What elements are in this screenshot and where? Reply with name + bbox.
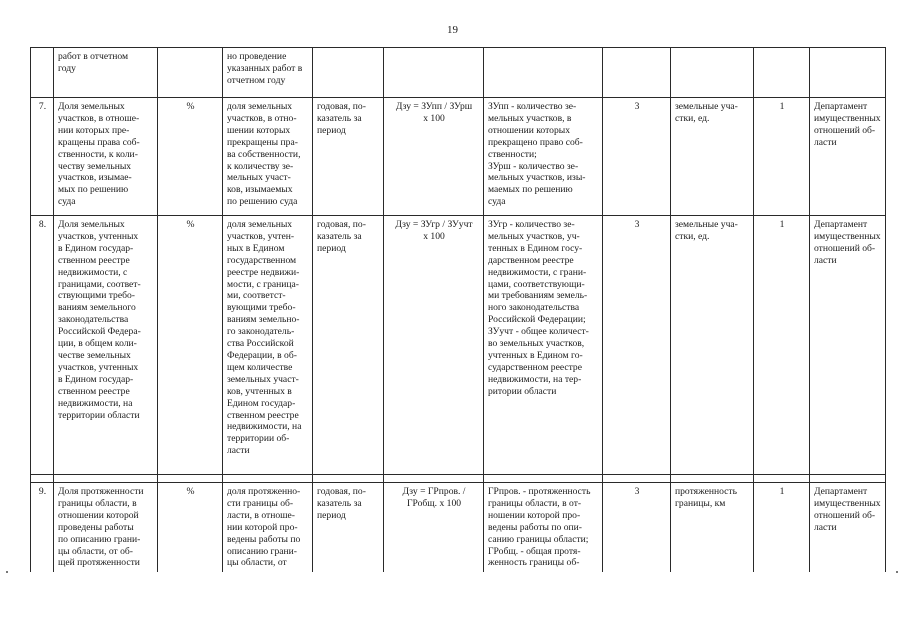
indicator-definition: доля протяженно- сти границы об- ласти, в отноше- нии которой про- ведены работы по описанию грани- цы области, от xyxy=(223,483,313,573)
cell-periodicity xyxy=(313,48,384,98)
continuation-row xyxy=(31,48,886,98)
cell-basic xyxy=(484,48,603,98)
cell-definition: но проведение указанных работ в отчетном году xyxy=(223,48,313,98)
periodicity: годовая, по- казатель за период xyxy=(313,483,384,573)
coverage: 1 xyxy=(754,98,810,216)
periodicity: годовая, по- казатель за период xyxy=(313,216,384,475)
table-row xyxy=(31,216,886,475)
scan-mark xyxy=(896,571,898,573)
indicator-definition: доля земельных участков, учтен- ных в Едином государственном реестре недвижи- мости, с граница- ми, соответст- вующими требо- ваниям земельно- го законодатель- ства Российской Федерации, в об- щем количестве земельных участ- ков, учтенных в Едином государ- ственном реестре недвижимости, на территории об- ласти xyxy=(223,216,313,475)
scan-mark xyxy=(6,571,8,573)
indicator-name: Доля земельных участков, учтенных в Едином государ- ственном реестре недвижимости, с границами, соответ- ствующими требо- ваниям земельного законодательства Российской Федера- ции, в общем коли- честве земельных участков, учтенных в Едином государ- ственном реестре недвижимости, на территории области xyxy=(54,216,158,475)
indicators-table xyxy=(30,47,886,572)
row-number: 7. xyxy=(31,98,54,216)
periodicity: годовая, по- казатель за период xyxy=(313,98,384,216)
indicator-name: Доля протяженности границы области, в отношении которой проведены работы по описанию грани- цы области, от об- щей протяженности xyxy=(54,483,158,573)
observation-object: протяженность границы, км xyxy=(671,483,754,573)
cell-formula xyxy=(384,48,484,98)
collection-method: 3 xyxy=(603,216,671,475)
basic-indicators: ГРпров. - протяженность границы области, в от- ношении которой про- ведены работы по опи- санию границы области; ГРобщ. - общая протя- женность границы об- xyxy=(484,483,603,573)
cell-unit xyxy=(158,48,223,98)
unit: % xyxy=(158,98,223,216)
basic-indicators: ЗУгр - количество зе- мельных участков, уч- тенных в Едином госу- дарственном реестре недвижимости, с грани- цами, соответствующи- ми требованиям земель- ного законодательства Российской Федерации; ЗУучт - общее количест- во земельных участков, учтенных в Едином го- сударственном реестре недвижимости, на тер- ритории области xyxy=(484,216,603,475)
responsible: Департамент имущественных отношений об- ласти xyxy=(810,483,886,573)
cell-coverage xyxy=(754,48,810,98)
row-gap xyxy=(31,475,886,483)
formula: Дзу = ЗУпп / ЗУрш х 100 xyxy=(384,98,484,216)
indicator-name: Доля земельных участков, в отноше- нии которых пре- кращены права соб- ственности, к коли- честву земельных участков, изымае- мых по решению суда xyxy=(54,98,158,216)
observation-object: земельные уча- стки, ед. xyxy=(671,216,754,475)
responsible: Департамент имущественных отношений об- ласти xyxy=(810,216,886,475)
basic-indicators: ЗУпп - количество зе- мельных участков, в отношении которых прекращено право соб- ственности; ЗУрш - количество зе- мельных участков, изы- маемых по решению суда xyxy=(484,98,603,216)
coverage: 1 xyxy=(754,483,810,573)
cell-indicator: работ в отчетном году xyxy=(54,48,158,98)
page-number: 19 xyxy=(447,24,458,36)
cell-object xyxy=(671,48,754,98)
cell-num xyxy=(31,48,54,98)
coverage: 1 xyxy=(754,216,810,475)
responsible: Департамент имущественных отношений об- ласти xyxy=(810,98,886,216)
row-number: 8. xyxy=(31,216,54,475)
collection-method: 3 xyxy=(603,483,671,573)
table-row xyxy=(31,483,886,573)
cell-responsible xyxy=(810,48,886,98)
indicator-definition: доля земельных участков, в отно- шении которых прекращены пра- ва собственности, к количеству зе- мельных участ- ков, изымаемых по решению суда xyxy=(223,98,313,216)
row-number: 9. xyxy=(31,483,54,573)
unit: % xyxy=(158,216,223,475)
observation-object: земельные уча- стки, ед. xyxy=(671,98,754,216)
formula: Дзу = ЗУгр / ЗУучт х 100 xyxy=(384,216,484,475)
formula: Дзу = ГРпров. / ГРобщ. х 100 xyxy=(384,483,484,573)
unit: % xyxy=(158,483,223,573)
cell-method xyxy=(603,48,671,98)
table-row xyxy=(31,98,886,216)
collection-method: 3 xyxy=(603,98,671,216)
